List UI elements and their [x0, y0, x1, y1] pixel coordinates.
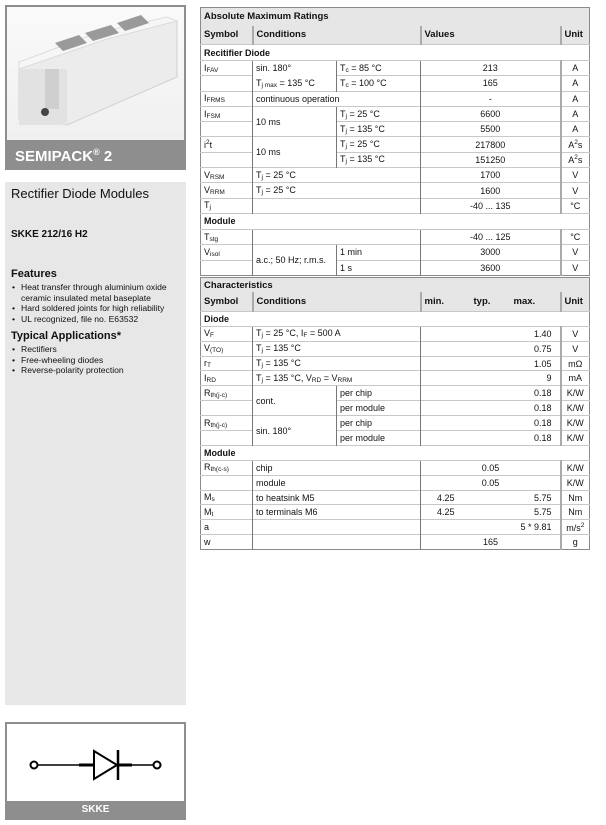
application-item: • Rectifiers — [11, 344, 180, 355]
condition: per module — [337, 401, 421, 416]
max-value: 1.05 — [511, 356, 561, 371]
package-label: SEMIPACK® 2 — [7, 140, 184, 168]
condition: per chip — [337, 386, 421, 401]
unit: A — [561, 106, 590, 121]
unit: $m/s^2$ — [561, 520, 590, 535]
unit: $A^2s$ — [561, 152, 590, 167]
unit: mΩ — [561, 356, 590, 371]
section-heading: Module — [201, 445, 590, 460]
section-heading: Diode — [201, 311, 590, 326]
condition: $T_j = 135$ °C — [253, 356, 421, 371]
unit: Nm — [561, 505, 590, 520]
table-row — [201, 76, 590, 91]
typ-value: 0.05 — [471, 460, 511, 475]
condition: $T_j = 25$ °C — [337, 106, 421, 121]
unit: V — [561, 260, 590, 275]
header-conditions: Conditions — [253, 26, 421, 45]
diode-symbol-icon — [7, 724, 184, 804]
value: -40 ... 135 — [421, 198, 561, 213]
value: 165 — [421, 76, 561, 91]
table-row — [201, 371, 590, 386]
circuit-diagram-box — [5, 722, 186, 820]
feature-item: • UL recognized, file no. E63532 — [11, 314, 180, 325]
condition: continuous operation — [253, 91, 421, 106]
symbol: $V_{isol}$ — [201, 245, 253, 260]
max-value: 0.18 — [511, 416, 561, 431]
unit: A — [561, 122, 590, 137]
max-value: 5 * 9.81 — [511, 520, 561, 535]
table-row — [201, 341, 590, 356]
table-row — [201, 505, 590, 520]
unit: K/W — [561, 475, 590, 490]
table-row — [201, 356, 590, 371]
symbol: $I_{RD}$ — [201, 371, 253, 386]
table-row — [201, 91, 590, 106]
table-row — [201, 416, 590, 431]
unit: K/W — [561, 416, 590, 431]
condition: 1 min — [337, 245, 421, 260]
symbol: $V_{(TO)}$ — [201, 341, 253, 356]
unit: A — [561, 76, 590, 91]
condition: per chip — [337, 416, 421, 431]
table-row — [201, 535, 590, 550]
condition: $T_j = 135$ °C — [337, 122, 421, 137]
unit: V — [561, 183, 590, 198]
value: 5500 — [421, 122, 561, 137]
symbol: $T_{stg}$ — [201, 229, 253, 244]
symbol: $R_{th(j-c)}$ — [201, 386, 253, 401]
header-typ: typ. — [471, 292, 511, 311]
unit: V — [561, 168, 590, 183]
condition: $T_j = 135$ °C — [337, 152, 421, 167]
product-photo — [7, 7, 184, 140]
header-symbol: Symbol — [201, 292, 253, 311]
symbol: $R_{th(c-s)}$ — [201, 460, 253, 475]
table-title: Absolute Maximum Ratings — [201, 8, 590, 26]
unit: °C — [561, 229, 590, 244]
unit: A — [561, 91, 590, 106]
unit: $A^2s$ — [561, 137, 590, 152]
symbol: $R_{th(j-c)}$ — [201, 416, 253, 431]
applications-list — [11, 344, 180, 376]
condition: $T_c = 100$ °C — [337, 76, 421, 91]
unit: g — [561, 535, 590, 550]
unit: A — [561, 61, 590, 76]
condition: chip — [253, 460, 421, 475]
max-value: 5.75 — [511, 505, 561, 520]
value: -40 ... 125 — [421, 229, 561, 244]
unit: K/W — [561, 431, 590, 446]
table-row — [201, 386, 590, 401]
product-info-panel — [5, 182, 186, 705]
section-heading: Recitifier Diode — [201, 45, 590, 61]
table-row — [201, 245, 590, 260]
value: 1700 — [421, 168, 561, 183]
max-value: 1.40 — [511, 326, 561, 341]
value: - — [421, 91, 561, 106]
value: 213 — [421, 61, 561, 76]
symbol: w — [201, 535, 253, 550]
max-value: 0.18 — [511, 431, 561, 446]
header-values: Values — [421, 26, 561, 45]
symbol: $M_t$ — [201, 505, 253, 520]
table-row — [201, 229, 590, 244]
characteristics-table — [200, 277, 590, 550]
product-photo-box — [5, 5, 186, 170]
value: 3000 — [421, 245, 561, 260]
condition: $T_j = 135$ °C, $V_{RD} = V_{RRM}$ — [253, 371, 421, 386]
max-value: 5.75 — [511, 490, 561, 505]
table-row — [201, 198, 590, 213]
condition: sin. 180° — [253, 416, 337, 446]
symbol: $i^2t$ — [201, 137, 253, 152]
table-row — [201, 326, 590, 341]
condition: 10 ms — [253, 106, 337, 137]
max-value: 0.18 — [511, 386, 561, 401]
table-row — [201, 106, 590, 121]
condition: sin. 180° — [253, 61, 337, 76]
unit: K/W — [561, 401, 590, 416]
unit: K/W — [561, 460, 590, 475]
symbol: a — [201, 520, 253, 535]
table-title: Characteristics — [201, 278, 590, 293]
table-row — [201, 490, 590, 505]
table-row — [201, 61, 590, 76]
condition: to terminals M6 — [253, 505, 421, 520]
max-value: 9 — [511, 371, 561, 386]
table-row — [201, 137, 590, 152]
value: 151250 — [421, 152, 561, 167]
condition: to heatsink M5 — [253, 490, 421, 505]
absolute-maximum-ratings-table — [200, 7, 590, 276]
application-item: • Free-wheeling diodes — [11, 355, 180, 366]
value: 6600 — [421, 106, 561, 121]
symbol: $I_{FRMS}$ — [201, 91, 253, 106]
condition: $T_{j max} = 135$ °C — [253, 76, 337, 91]
condition: $T_j = 25$ °C, $I_F = 500$ A — [253, 326, 421, 341]
symbol: $I_{FSM}$ — [201, 106, 253, 121]
condition: module — [253, 475, 421, 490]
product-subtitle: Rectifier Diode Modules — [11, 186, 150, 201]
feature-item: • Heat transfer through aluminium oxide ceramic insulated metal baseplate — [11, 282, 180, 303]
unit: V — [561, 341, 590, 356]
unit: V — [561, 245, 590, 260]
circuit-label: SKKE — [7, 801, 184, 818]
unit: mA — [561, 371, 590, 386]
applications-heading: Typical Applications* — [11, 330, 122, 342]
header-symbol: Symbol — [201, 26, 253, 45]
condition: 1 s — [337, 260, 421, 275]
table-row — [201, 475, 590, 490]
section-heading: Module — [201, 213, 590, 229]
symbol: $V_F$ — [201, 326, 253, 341]
condition: a.c.; 50 Hz; r.m.s. — [253, 245, 337, 276]
max-value: 0.18 — [511, 401, 561, 416]
symbol: $I_{FAV}$ — [201, 61, 253, 76]
application-item: • Reverse-polarity protection — [11, 365, 180, 376]
value: 217800 — [421, 137, 561, 152]
part-number: SKKE 212/16 H2 — [11, 229, 88, 240]
header-unit: Unit — [561, 292, 590, 311]
value: 1600 — [421, 183, 561, 198]
symbol: $M_s$ — [201, 490, 253, 505]
header-min: min. — [421, 292, 471, 311]
features-heading: Features — [11, 268, 57, 280]
header-unit: Unit — [561, 26, 590, 45]
unit: °C — [561, 198, 590, 213]
min-value: 4.25 — [421, 490, 471, 505]
condition: $T_j = 135$ °C — [253, 341, 421, 356]
value: 3600 — [421, 260, 561, 275]
typ-value: 0.05 — [471, 475, 511, 490]
condition: cont. — [253, 386, 337, 416]
header-conditions: Conditions — [253, 292, 421, 311]
table-row — [201, 520, 590, 535]
symbol: $T_j$ — [201, 198, 253, 213]
condition: $T_j = 25$ °C — [253, 183, 421, 198]
condition: $T_j = 25$ °C — [337, 137, 421, 152]
condition: $T_j = 25$ °C — [253, 168, 421, 183]
min-value: 4.25 — [421, 505, 471, 520]
table-row — [201, 460, 590, 475]
unit: Nm — [561, 490, 590, 505]
table-row — [201, 168, 590, 183]
condition: $T_c = 85$ °C — [337, 61, 421, 76]
features-list — [11, 282, 180, 324]
symbol: $V_{RRM}$ — [201, 183, 253, 198]
unit: V — [561, 326, 590, 341]
symbol: $V_{RSM}$ — [201, 168, 253, 183]
feature-item: • Hard soldered joints for high reliability — [11, 303, 180, 314]
condition: per module — [337, 431, 421, 446]
max-value: 0.75 — [511, 341, 561, 356]
unit: K/W — [561, 386, 590, 401]
typ-value: 165 — [471, 535, 511, 550]
table-row — [201, 183, 590, 198]
header-max: max. — [511, 292, 561, 311]
condition: 10 ms — [253, 137, 337, 168]
symbol: $r_T$ — [201, 356, 253, 371]
